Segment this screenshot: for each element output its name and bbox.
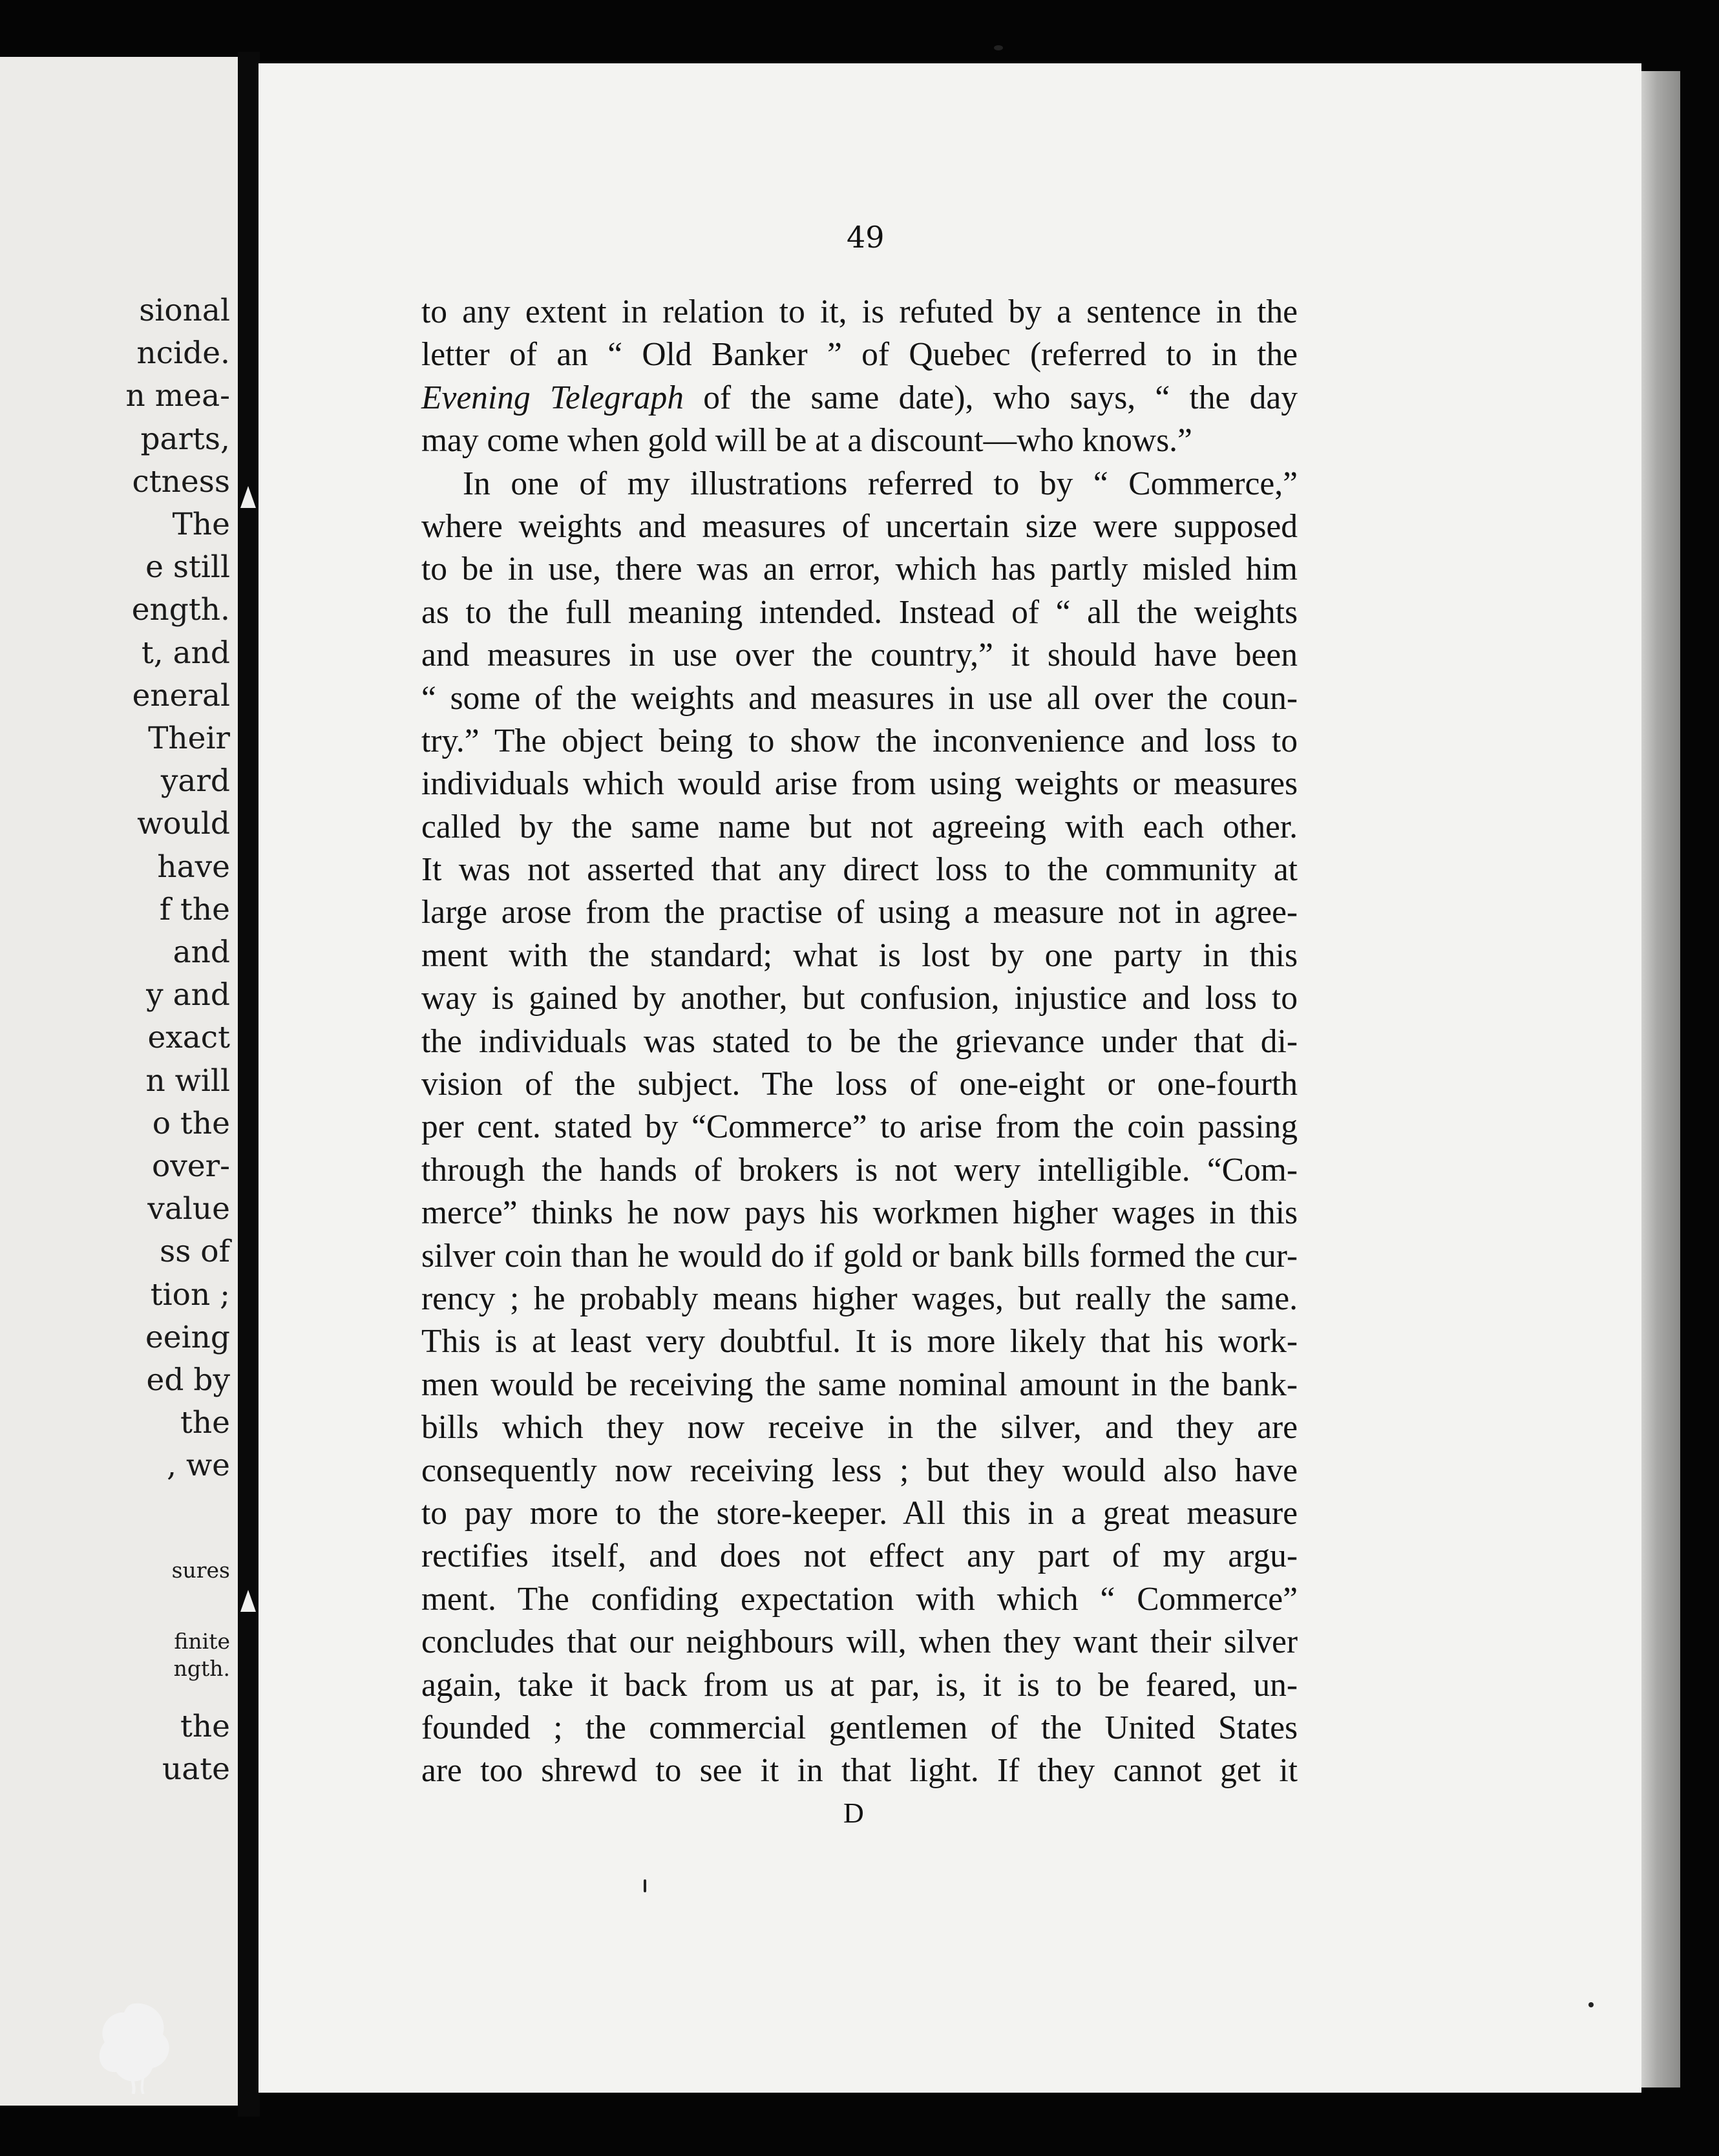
text-line: where weights and measures of uncertain size were supposed [421,507,1298,545]
text-line: silver coin than he would do if gold or bank bills formed the cur- [421,1237,1298,1274]
facing-page-line: sional [139,293,230,328]
text-line: the individuals was stated to be the grievance under that di- [421,1022,1298,1060]
facing-page-line: tion ; [150,1276,230,1313]
book-gutter [238,52,260,2117]
text-line-rest: of the same date), who says, “ the day [683,379,1298,416]
text-line: ment. The confiding expectation with which “ Commerce” [421,1580,1298,1618]
italic-title: Evening Telegraph [421,379,684,416]
facing-page-line: over- [151,1148,230,1184]
page-edge-shadow [1641,71,1680,2087]
facing-page-line: ctness [132,463,230,500]
text-line: ment with the standard; what is lost by one party in this [421,936,1298,974]
facing-page-line: ed by [146,1362,230,1398]
text-line: letter of an “ Old Banker ” of Quebec (referred to in the [421,336,1298,374]
facing-page-line: ss of [160,1234,230,1270]
text-line: try.” The object being to show the inconvenience and loss to [421,722,1298,759]
text-line: men would be receiving the same nominal amount in the bank- [421,1366,1298,1403]
text-line: large arose from the practise of using a measure not in agree- [421,894,1298,931]
text-line: concludes that our neighbours will, when they want their silver [421,1623,1298,1661]
facing-page-line: ncide. [136,335,230,372]
text-line: In one of my illustrations referred to by “ Commerce,” [463,465,1298,502]
facing-page-line: finite [174,1629,230,1654]
facing-page-line: n will [145,1062,230,1099]
text-line: “ some of the weights and measures in use all over the coun- [421,679,1298,717]
facing-page-line: ength. [131,592,230,628]
facing-page-line: eeing [145,1319,230,1355]
facing-page-line: exact [147,1020,230,1056]
facing-page-line: Their [148,721,230,756]
facing-page-line: y and [146,977,230,1013]
facing-page-line: sures [171,1558,230,1583]
facing-page-line: o the [152,1105,230,1141]
facing-page-line: the [180,1709,230,1744]
text-line: to be in use, there was an error, which has partly misled him [421,551,1298,588]
text-line: rectifies itself, and does not effect any part of my argu- [421,1538,1298,1575]
text-line [421,377,1298,419]
text-line: founded ; the commercial gentlemen of the United States [421,1709,1298,1746]
text-line: to pay more to the store-keeper. All this in a great measure [421,1494,1298,1532]
facing-page-left [0,57,242,2106]
text-line: may come when gold will be at a discount—who knows.” [421,422,1192,460]
facing-page-line: , we [167,1448,230,1484]
text-line: It was not asserted that any direct loss to the community at [421,851,1298,889]
facing-page-line: The [172,507,230,542]
facing-page-line: have [157,849,230,885]
text-line: per cent. stated by “Commerce” to arise from the coin passing [421,1108,1298,1146]
binding-notch [240,1590,256,1612]
facing-page-line: t, and [141,635,230,671]
text-line: This is at least very doubtful. It is more likely that his work- [421,1323,1298,1360]
text-line: consequently now receiving less ; but they would also have [421,1452,1298,1489]
facing-page-line: n mea- [125,378,230,414]
text-line: through the hands of brokers is not wery intelligible. “Com- [421,1151,1298,1189]
text-line: to any extent in relation to it, is refuted by a sentence in the [421,293,1298,330]
paper-damage-blot [90,1997,181,2094]
facing-page-line: would [137,806,230,842]
body-text [421,291,1298,1793]
facing-page-line: f the [159,891,230,927]
facing-page-line: e still [145,549,230,586]
facing-page-line: and [173,935,230,970]
facing-page-line: parts, [140,421,230,457]
text-line: individuals which would arise from using weights or measures [421,765,1298,803]
page-number: 49 [847,220,885,255]
ink-speck [994,45,1003,50]
text-line: rency ; he probably means higher wages, but really the same. [421,1280,1298,1317]
text-line: vision of the subject. The loss of one-eight or one-fourth [421,1066,1298,1103]
text-line: are too shrewd to see it in that light. If they cannot get it [421,1752,1298,1790]
facing-page-line: eneral [132,677,230,713]
facing-page-line: uate [162,1751,230,1787]
facing-page-line: value [147,1191,230,1227]
ink-speck [1588,2002,1594,2007]
facing-page-line: the [180,1405,230,1441]
text-line: as to the full meaning intended. Instead of “ all the weights [421,593,1298,631]
signature-mark: D [843,1797,864,1829]
facing-page-line: yard [160,763,230,799]
text-line: and measures in use over the country,” it should have been [421,637,1298,674]
text-line: way is gained by another, but confusion, injustice and loss to [421,980,1298,1017]
binding-notch [240,486,256,508]
text-line: merce” thinks he now pays his workmen higher wages in this [421,1194,1298,1232]
text-line: bills which they now receive in the silver, and they are [421,1409,1298,1446]
text-line: called by the same name but not agreeing with each other. [421,808,1298,845]
ink-speck [644,1879,646,1892]
text-line: again, take it back from us at par, is, it is to be feared, un- [421,1666,1298,1704]
facing-page-line: ngth. [173,1656,230,1681]
